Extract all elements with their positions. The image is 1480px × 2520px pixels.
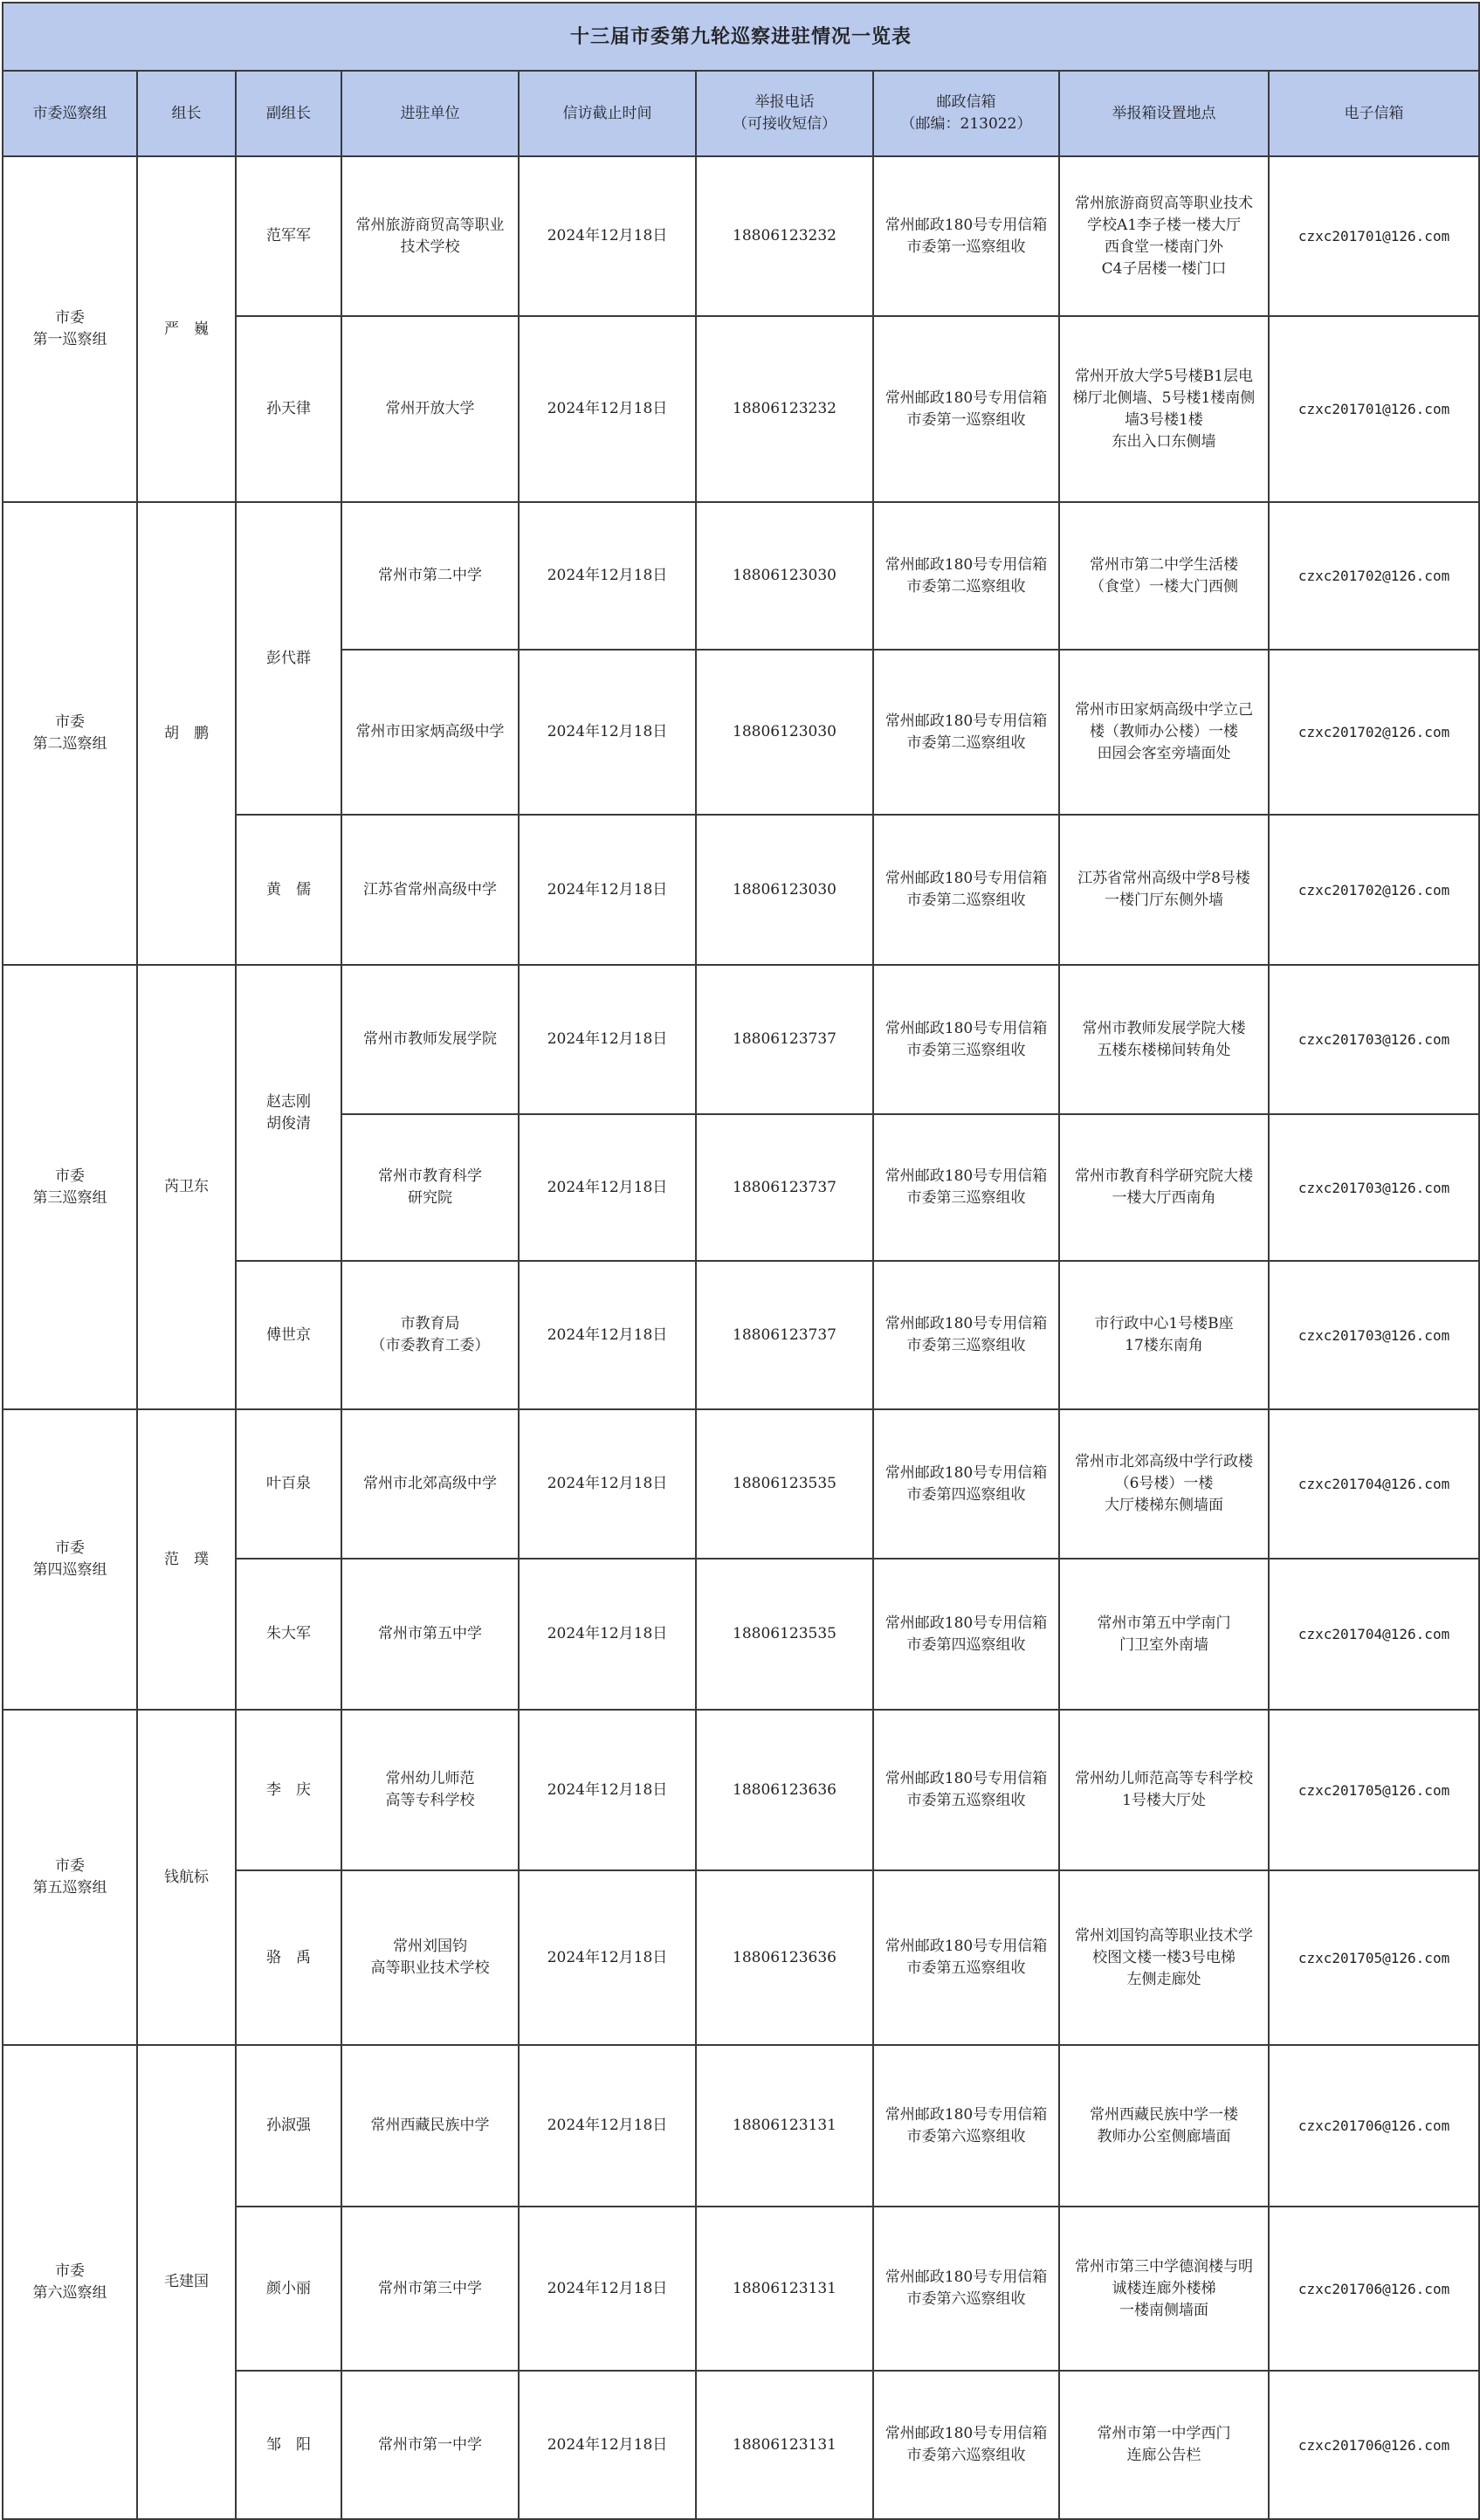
box-location-cell: 市行政中心1号楼B座 17楼东南角 [1059, 1261, 1269, 1409]
phone-cell: 18806123737 [696, 1114, 873, 1261]
table-row [3, 965, 1479, 1114]
deadline-cell: 2024年12月18日 [519, 1870, 696, 2045]
deadline-cell: 2024年12月18日 [519, 2371, 696, 2519]
unit-cell: 常州市第二中学 [341, 502, 519, 650]
deadline-cell: 2024年12月18日 [519, 1261, 696, 1409]
email-cell: czxc201704@126.com [1269, 1559, 1479, 1710]
mailbox-cell: 常州邮政180号专用信箱 市委第三巡察组收 [873, 1114, 1059, 1261]
mailbox-cell: 常州邮政180号专用信箱 市委第五巡察组收 [873, 1710, 1059, 1870]
mailbox-cell: 常州邮政180号专用信箱 市委第三巡察组收 [873, 965, 1059, 1114]
email-cell: czxc201703@126.com [1269, 1261, 1479, 1409]
deadline-cell: 2024年12月18日 [519, 156, 696, 316]
box-location-cell: 常州市第二中学生活楼 （食堂）一楼大门西侧 [1059, 502, 1269, 650]
group-name: 市委 第六巡察组 [3, 2045, 137, 2519]
header-email: 电子信箱 [1269, 71, 1479, 156]
group-name: 市委 第二巡察组 [3, 502, 137, 965]
deputy-leader: 傅世京 [236, 1261, 341, 1409]
unit-cell: 常州市第一中学 [341, 2371, 519, 2519]
mailbox-cell: 常州邮政180号专用信箱 市委第二巡察组收 [873, 815, 1059, 965]
deputy-leader: 邹 阳 [236, 2371, 341, 2519]
phone-cell: 18806123131 [696, 2371, 873, 2519]
deadline-cell: 2024年12月18日 [519, 1710, 696, 1870]
inspection-table [2, 2, 1480, 2520]
email-cell: czxc201704@126.com [1269, 1409, 1479, 1559]
table-row [3, 2045, 1479, 2207]
unit-cell: 常州幼儿师范 高等专科学校 [341, 1710, 519, 1870]
phone-cell: 18806123232 [696, 156, 873, 316]
group-leader: 毛建国 [137, 2045, 236, 2519]
table-row [3, 502, 1479, 650]
unit-cell: 常州旅游商贸高等职业 技术学校 [341, 156, 519, 316]
group-leader: 胡 鹏 [137, 502, 236, 965]
mailbox-cell: 常州邮政180号专用信箱 市委第一巡察组收 [873, 156, 1059, 316]
header-box-location: 举报箱设置地点 [1059, 71, 1269, 156]
group-leader: 芮卫东 [137, 965, 236, 1409]
mailbox-cell: 常州邮政180号专用信箱 市委第二巡察组收 [873, 502, 1059, 650]
mailbox-cell: 常州邮政180号专用信箱 市委第五巡察组收 [873, 1870, 1059, 2045]
table-row [3, 1710, 1479, 1870]
header-deadline: 信访截止时间 [519, 71, 696, 156]
group-name: 市委 第五巡察组 [3, 1710, 137, 2045]
box-location-cell: 常州市第五中学南门 门卫室外南墙 [1059, 1559, 1269, 1710]
deadline-cell: 2024年12月18日 [519, 815, 696, 965]
deadline-cell: 2024年12月18日 [519, 316, 696, 502]
box-location-cell: 常州开放大学5号楼B1层电 梯厅北侧墙、5号楼1楼南侧 墙3号楼1楼 东出入口东侧墙 [1059, 316, 1269, 502]
deputy-leader: 孙天律 [236, 316, 341, 502]
phone-cell: 18806123232 [696, 316, 873, 502]
group-leader: 严 巍 [137, 156, 236, 502]
group-leader: 范 璞 [137, 1409, 236, 1710]
deadline-cell: 2024年12月18日 [519, 650, 696, 815]
box-location-cell: 常州市教师发展学院大楼 五楼东楼梯间转角处 [1059, 965, 1269, 1114]
deputy-leader: 黄 儒 [236, 815, 341, 965]
unit-cell: 常州市第五中学 [341, 1559, 519, 1710]
deadline-cell: 2024年12月18日 [519, 1409, 696, 1559]
deadline-cell: 2024年12月18日 [519, 1114, 696, 1261]
unit-cell: 常州市第三中学 [341, 2207, 519, 2371]
mailbox-cell: 常州邮政180号专用信箱 市委第一巡察组收 [873, 316, 1059, 502]
deadline-cell: 2024年12月18日 [519, 965, 696, 1114]
email-cell: czxc201706@126.com [1269, 2045, 1479, 2207]
phone-cell: 18806123636 [696, 1710, 873, 1870]
phone-cell: 18806123030 [696, 650, 873, 815]
table-row [3, 1409, 1479, 1559]
page-title: 十三届市委第九轮巡察进驻情况一览表 [3, 3, 1479, 71]
phone-cell: 18806123636 [696, 1870, 873, 2045]
email-cell: czxc201702@126.com [1269, 650, 1479, 815]
phone-cell: 18806123030 [696, 502, 873, 650]
mailbox-cell: 常州邮政180号专用信箱 市委第六巡察组收 [873, 2371, 1059, 2519]
email-cell: czxc201705@126.com [1269, 1710, 1479, 1870]
header-mailbox: 邮政信箱 （邮编：213022） [873, 71, 1059, 156]
deputy-leader: 李 庆 [236, 1710, 341, 1870]
phone-cell: 18806123737 [696, 1261, 873, 1409]
group-name: 市委 第四巡察组 [3, 1409, 137, 1710]
phone-cell: 18806123030 [696, 815, 873, 965]
unit-cell: 常州刘国钧 高等职业技术学校 [341, 1870, 519, 2045]
unit-cell: 常州西藏民族中学 [341, 2045, 519, 2207]
email-cell: czxc201705@126.com [1269, 1870, 1479, 2045]
deadline-cell: 2024年12月18日 [519, 502, 696, 650]
mailbox-cell: 常州邮政180号专用信箱 市委第六巡察组收 [873, 2207, 1059, 2371]
group-name: 市委 第一巡察组 [3, 156, 137, 502]
group-leader: 钱航标 [137, 1710, 236, 2045]
unit-cell: 常州市北郊高级中学 [341, 1409, 519, 1559]
deadline-cell: 2024年12月18日 [519, 2207, 696, 2371]
mailbox-cell: 常州邮政180号专用信箱 市委第六巡察组收 [873, 2045, 1059, 2207]
phone-cell: 18806123535 [696, 1409, 873, 1559]
box-location-cell: 常州刘国钧高等职业技术学 校图文楼一楼3号电梯 左侧走廊处 [1059, 1870, 1269, 2045]
header-phone: 举报电话 （可接收短信） [696, 71, 873, 156]
unit-cell: 市教育局 （市委教育工委） [341, 1261, 519, 1409]
deputy-leader: 叶百泉 [236, 1409, 341, 1559]
email-cell: czxc201706@126.com [1269, 2371, 1479, 2519]
unit-cell: 常州市教师发展学院 [341, 965, 519, 1114]
unit-cell: 江苏省常州高级中学 [341, 815, 519, 965]
mailbox-cell: 常州邮政180号专用信箱 市委第四巡察组收 [873, 1559, 1059, 1710]
email-cell: czxc201701@126.com [1269, 316, 1479, 502]
email-cell: czxc201703@126.com [1269, 1114, 1479, 1261]
box-location-cell: 常州市田家炳高级中学立己 楼（教师办公楼）一楼 田园会客室旁墙面处 [1059, 650, 1269, 815]
mailbox-cell: 常州邮政180号专用信箱 市委第三巡察组收 [873, 1261, 1059, 1409]
box-location-cell: 江苏省常州高级中学8号楼 一楼门厅东侧外墙 [1059, 815, 1269, 965]
mailbox-cell: 常州邮政180号专用信箱 市委第四巡察组收 [873, 1409, 1059, 1559]
unit-cell: 常州市田家炳高级中学 [341, 650, 519, 815]
box-location-cell: 常州西藏民族中学一楼 教师办公室侧廊墙面 [1059, 2045, 1269, 2207]
box-location-cell: 常州旅游商贸高等职业技术 学校A1李子楼一楼大厅 西食堂一楼南门外 C4子居楼一楼门口 [1059, 156, 1269, 316]
box-location-cell: 常州市北郊高级中学行政楼 （6号楼）一楼 大厅楼梯东侧墙面 [1059, 1409, 1269, 1559]
email-cell: czxc201701@126.com [1269, 156, 1479, 316]
phone-cell: 18806123535 [696, 1559, 873, 1710]
box-location-cell: 常州市教育科学研究院大楼 一楼大厅西南角 [1059, 1114, 1269, 1261]
deputy-leader: 孙淑强 [236, 2045, 341, 2207]
deputy-leader: 颜小丽 [236, 2207, 341, 2371]
email-cell: czxc201703@126.com [1269, 965, 1479, 1114]
phone-cell: 18806123737 [696, 965, 873, 1114]
deputy-leader: 范军军 [236, 156, 341, 316]
deadline-cell: 2024年12月18日 [519, 1559, 696, 1710]
box-location-cell: 常州市第一中学西门 连廊公告栏 [1059, 2371, 1269, 2519]
box-location-cell: 常州市第三中学德润楼与明 诚楼连廊外楼梯 一楼南侧墙面 [1059, 2207, 1269, 2371]
mailbox-cell: 常州邮政180号专用信箱 市委第二巡察组收 [873, 650, 1059, 815]
box-location-cell: 常州幼儿师范高等专科学校 1号楼大厅处 [1059, 1710, 1269, 1870]
deputy-leader: 骆 禹 [236, 1870, 341, 2045]
deadline-cell: 2024年12月18日 [519, 2045, 696, 2207]
header-deputy: 副组长 [236, 71, 341, 156]
header-unit: 进驻单位 [341, 71, 519, 156]
deputy-leader: 赵志刚 胡俊清 [236, 965, 341, 1261]
email-cell: czxc201706@126.com [1269, 2207, 1479, 2371]
header-leader: 组长 [137, 71, 236, 156]
phone-cell: 18806123131 [696, 2045, 873, 2207]
header-group: 市委巡察组 [3, 71, 137, 156]
email-cell: czxc201702@126.com [1269, 502, 1479, 650]
deputy-leader: 彭代群 [236, 502, 341, 815]
phone-cell: 18806123131 [696, 2207, 873, 2371]
group-name: 市委 第三巡察组 [3, 965, 137, 1409]
unit-cell: 常州市教育科学 研究院 [341, 1114, 519, 1261]
deputy-leader: 朱大军 [236, 1559, 341, 1710]
email-cell: czxc201702@126.com [1269, 815, 1479, 965]
table-row [3, 156, 1479, 316]
unit-cell: 常州开放大学 [341, 316, 519, 502]
